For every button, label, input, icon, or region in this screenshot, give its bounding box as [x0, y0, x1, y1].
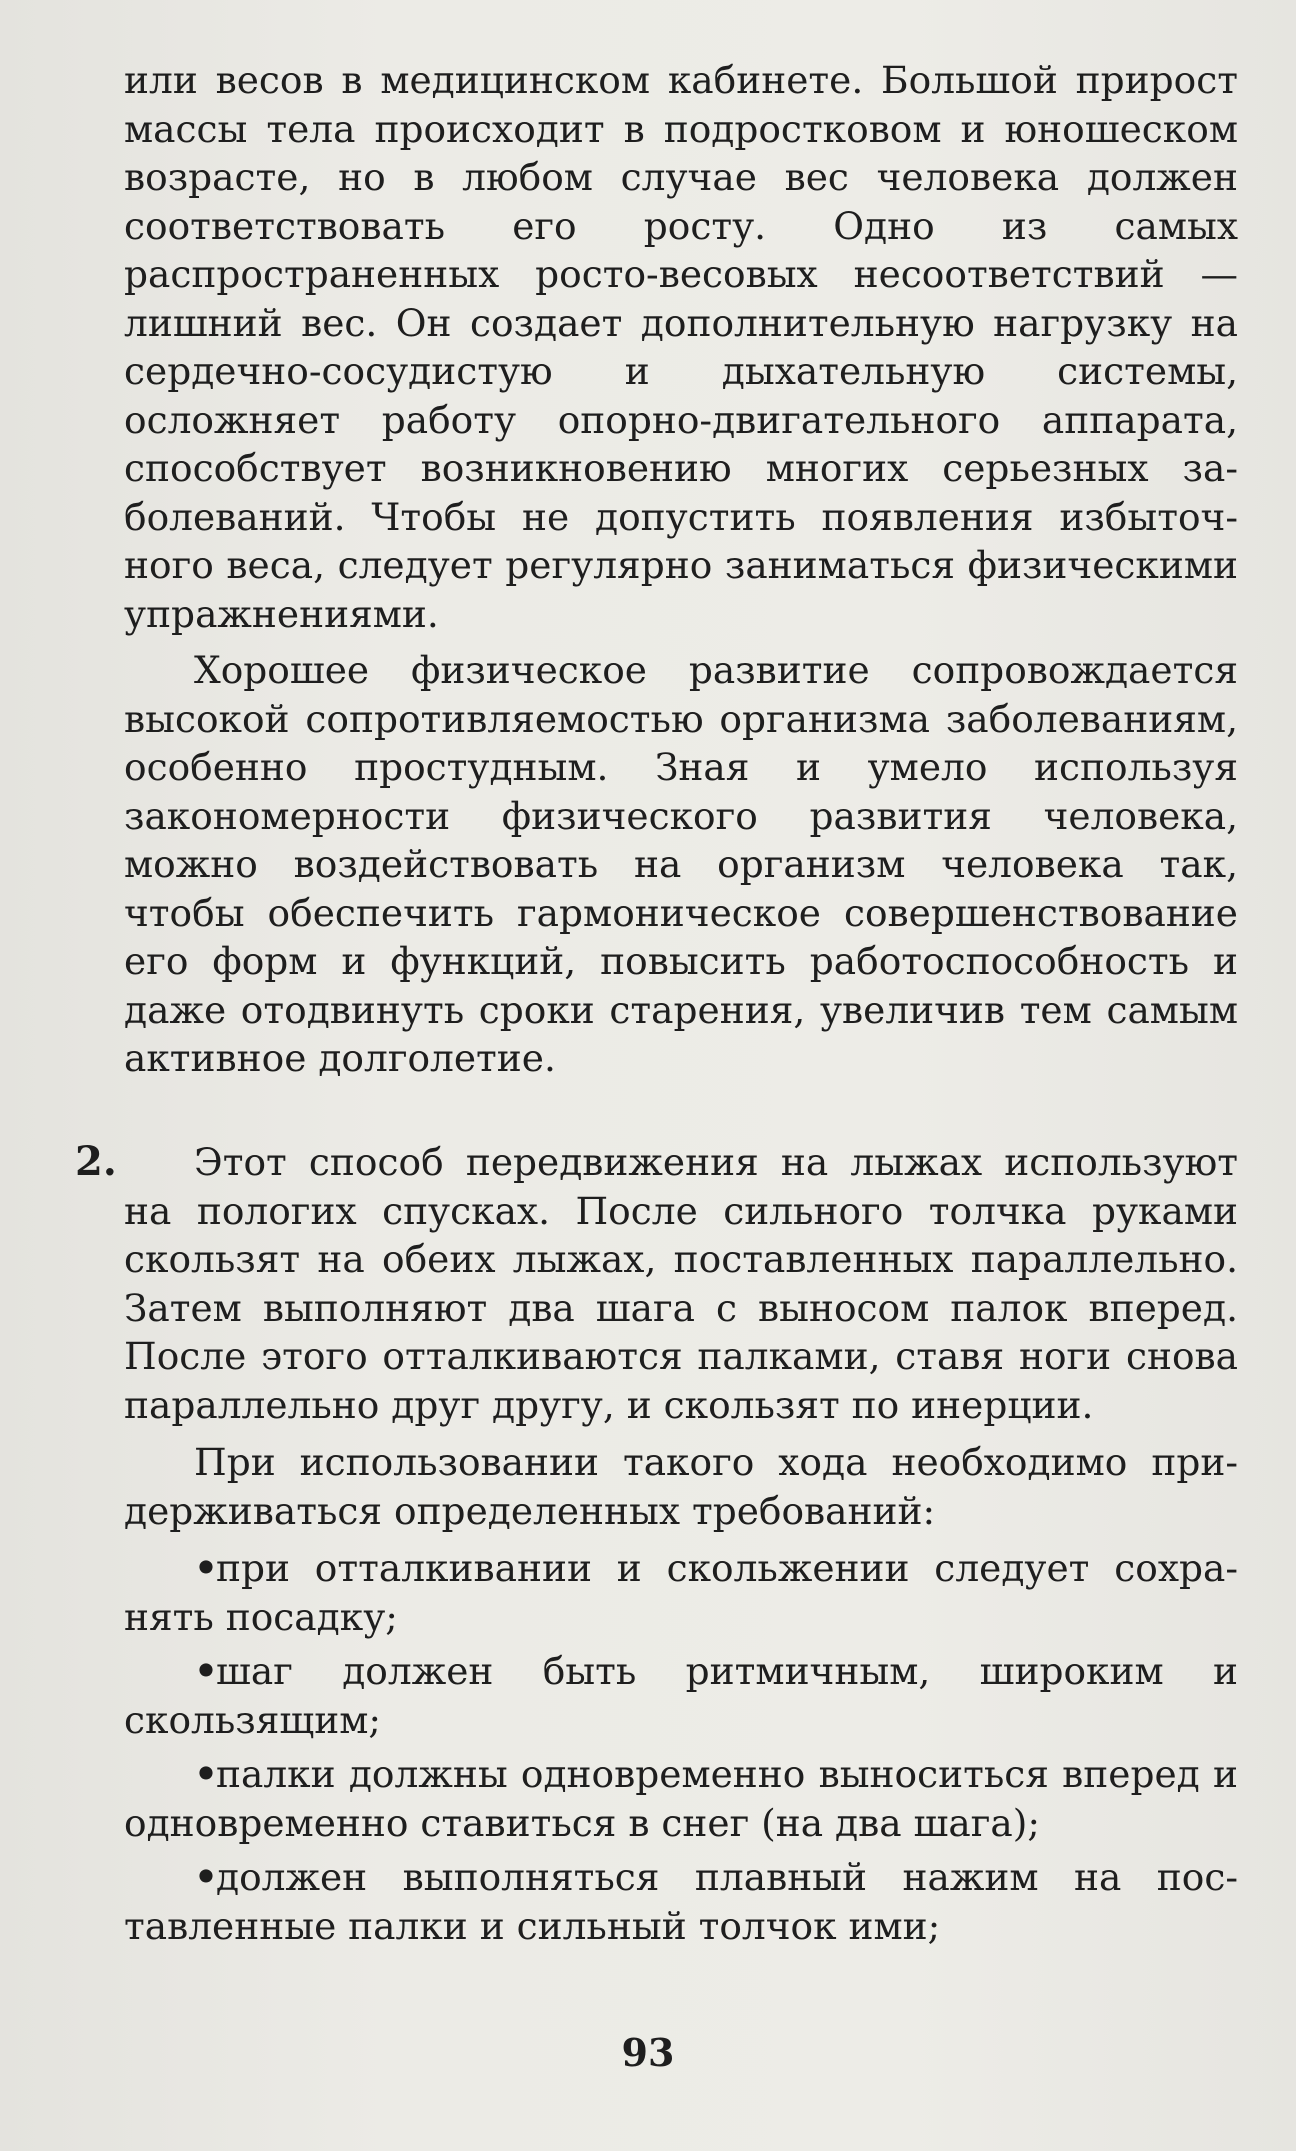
list-item: [124, 1750, 1238, 1847]
bullet-icon: •: [194, 1546, 218, 1590]
continued-paragraph: или весов в медицинском кабинете. Большой прирост массы тела происходит в подростковом и юношеском возрасте, но в любом случае вес человека должен соответствовать его росту. Одно из самых распространенных росто-весовых несоответствий — лишний вес. Он создает дополнительную нагрузку на сердечно-сосудистую и дыхательную системы, осложняет работу опорно-двигательного аппарата, способствует возникновению многих серьезных заболеваний. Чтобы не допустить появления избыточного веса, следует регулярно заниматься физическими упражнениями.: [124, 58, 1238, 636]
bullet-icon: •: [194, 1855, 218, 1899]
ski-section: [124, 1138, 1238, 1956]
page-number: 93: [621, 2030, 675, 2075]
development-paragraph: Хорошее физическое развитие сопровождается высокой сопротивляемостью организма заболеваниям, особенно простудным. Зная и умело используя закономерности физического развития человека, можно воздействовать на организм человека так, чтобы обеспечить гармоническое совершенствование его форм и функций, повысить работоспособность и даже отодвинуть сроки старения, увеличив тем самым активное долголетие.: [124, 648, 1238, 1080]
list-item: [124, 1853, 1238, 1950]
bullet-icon: •: [194, 1649, 218, 1693]
list-item-text: палки должны одновременно выноситься вперед и одновременно ставиться в снег (на два шага);: [124, 1752, 1238, 1845]
list-item-text: шаг должен быть ритмичным, широким и скользящим;: [124, 1649, 1238, 1742]
list-item: [124, 1647, 1238, 1744]
list-item-text: должен выполняться плавный нажим на поставленные палки и сильный толчок ими;: [124, 1855, 1238, 1948]
ski-paragraph-2: При использовании такого хода необходимо придерживаться определенных требований:: [124, 1440, 1238, 1533]
text-block-continued: [124, 56, 1238, 638]
text-block-development: [124, 646, 1238, 1083]
bullet-icon: •: [194, 1752, 218, 1796]
ski-paragraph-1: Этот способ передвижения на лыжах используют на пологих спусках. После сильного толчка руками скользят на обеих лыжах, поставленных параллельно. Затем выполняют два шага с выносом палок вперед. После этого отталкиваются палками, ставя ноги снова параллельно друг другу, и скользят по инерции.: [124, 1140, 1238, 1427]
list-item: [124, 1544, 1238, 1641]
list-item-text: при отталкивании и скольжении следует сохранять посадку;: [124, 1546, 1238, 1639]
section-number: 2.: [75, 1138, 117, 1185]
